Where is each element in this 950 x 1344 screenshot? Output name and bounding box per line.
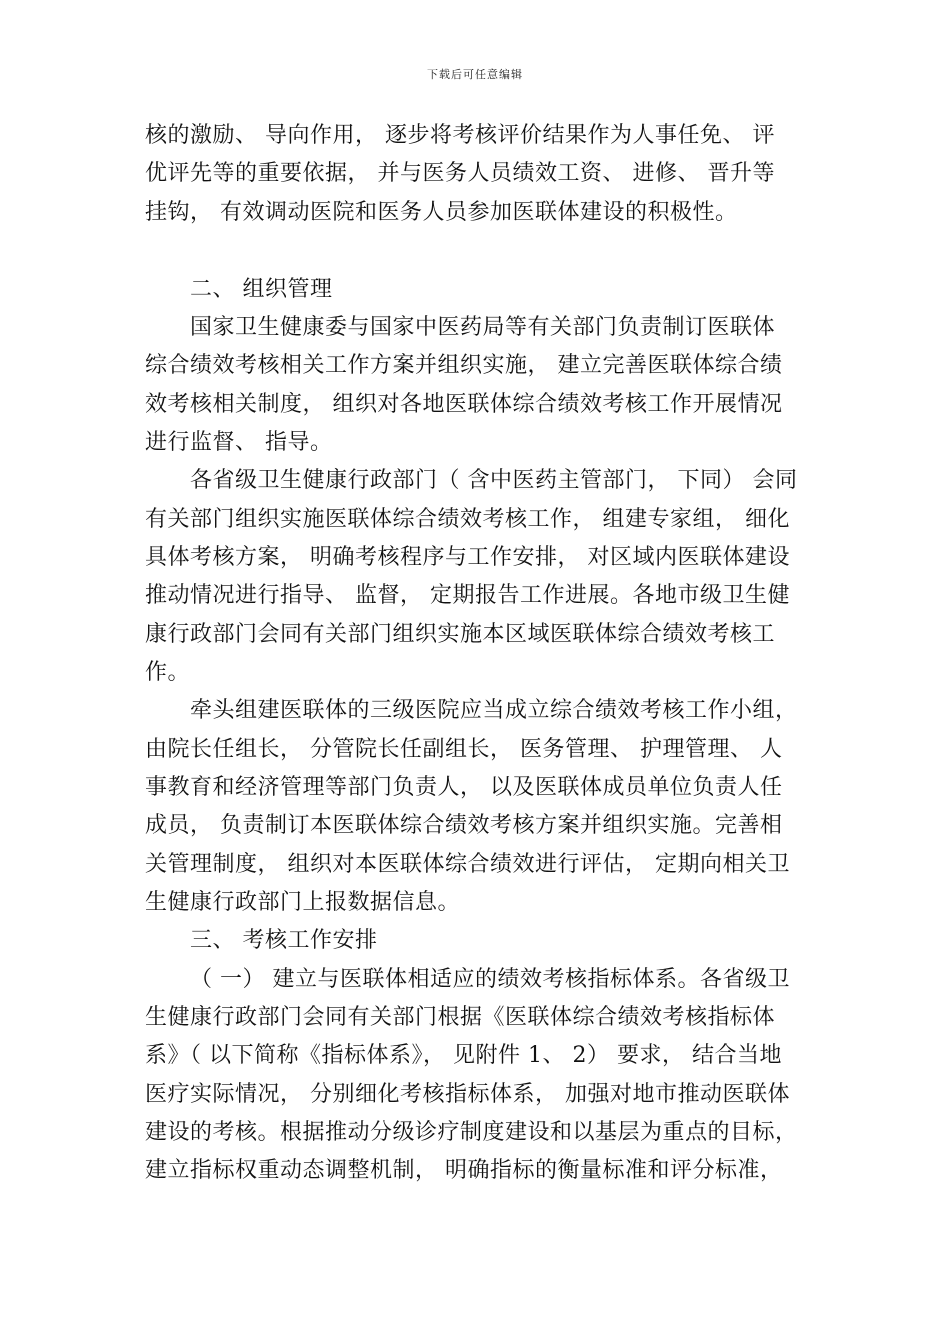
body-line: 效考核相关制度， 组织对各地医联体综合绩效考核工作开展情况 bbox=[145, 392, 783, 417]
section-heading: 二、 组织管理 bbox=[190, 277, 333, 302]
body-line: 生健康行政部门上报数据信息。 bbox=[145, 890, 461, 915]
body-line: 由院长任组长， 分管院长任副组长， 医务管理、 护理管理、 人 bbox=[145, 737, 783, 762]
body-line: 成员， 负责制订本医联体综合绩效考核方案并组织实施。完善相 bbox=[145, 813, 783, 838]
body-line: 关管理制度， 组织对本医联体综合绩效进行评估， 定期向相关卫 bbox=[145, 852, 790, 877]
body-line: 有关部门组织实施医联体综合绩效考核工作， 组建专家组， 细化 bbox=[145, 507, 790, 532]
body-line: 核的激励、 导向作用， 逐步将考核评价结果作为人事任免、 评 bbox=[145, 123, 775, 148]
section-heading: 三、 考核工作安排 bbox=[190, 928, 378, 953]
body-line: 具体考核方案， 明确考核程序与工作安排， 对区域内医联体建设 bbox=[145, 545, 790, 570]
body-line: 综合绩效考核相关工作方案并组织实施， 建立完善医联体综合绩 bbox=[145, 353, 783, 378]
body-line: （ 一） 建立与医联体相适应的绩效考核指标体系。各省级卫 bbox=[190, 967, 790, 992]
body-line: 推动情况进行指导、 监督， 定期报告工作进展。各地市级卫生健 bbox=[145, 583, 790, 608]
body-line: 牵头组建医联体的三级医院应当成立综合绩效考核工作小组， bbox=[190, 698, 798, 723]
body-line: 事教育和经济管理等部门负责人， 以及医联体成员单位负责人任 bbox=[145, 775, 783, 800]
body-line: 优评先等的重要依据， 并与医务人员绩效工资、 进修、 晋升等 bbox=[145, 161, 775, 186]
body-line: 系》（ 以下简称《指标体系》， 见附件 1、 2） 要求， 结合当地 bbox=[145, 1043, 782, 1068]
body-line: 建设的考核。根据推动分级诊疗制度建设和以基层为重点的目标， bbox=[145, 1120, 798, 1145]
body-line: 生健康行政部门会同有关部门根据《医联体综合绩效考核指标体 bbox=[145, 1005, 776, 1030]
body-line: 进行监督、 指导。 bbox=[145, 430, 333, 455]
body-line: 国家卫生健康委与国家中医药局等有关部门负责制订医联体 bbox=[190, 315, 776, 340]
body-line: 各省级卫生健康行政部门（ 含中医药主管部门， 下同） 会同 bbox=[190, 468, 798, 493]
body-line: 挂钩， 有效调动医院和医务人员参加医联体建设的积极性。 bbox=[145, 200, 738, 225]
body-line: 医疗实际情况， 分别细化考核指标体系， 加强对地市推动医联体 bbox=[145, 1082, 790, 1107]
page-header: 下载后可任意编辑 bbox=[427, 68, 523, 81]
body-line: 康行政部门会同有关部门组织实施本区域医联体综合绩效考核工 bbox=[145, 622, 776, 647]
body-line: 作。 bbox=[145, 660, 191, 685]
body-line: 建立指标权重动态调整机制， 明确指标的衡量标准和评分标准， bbox=[145, 1158, 783, 1183]
